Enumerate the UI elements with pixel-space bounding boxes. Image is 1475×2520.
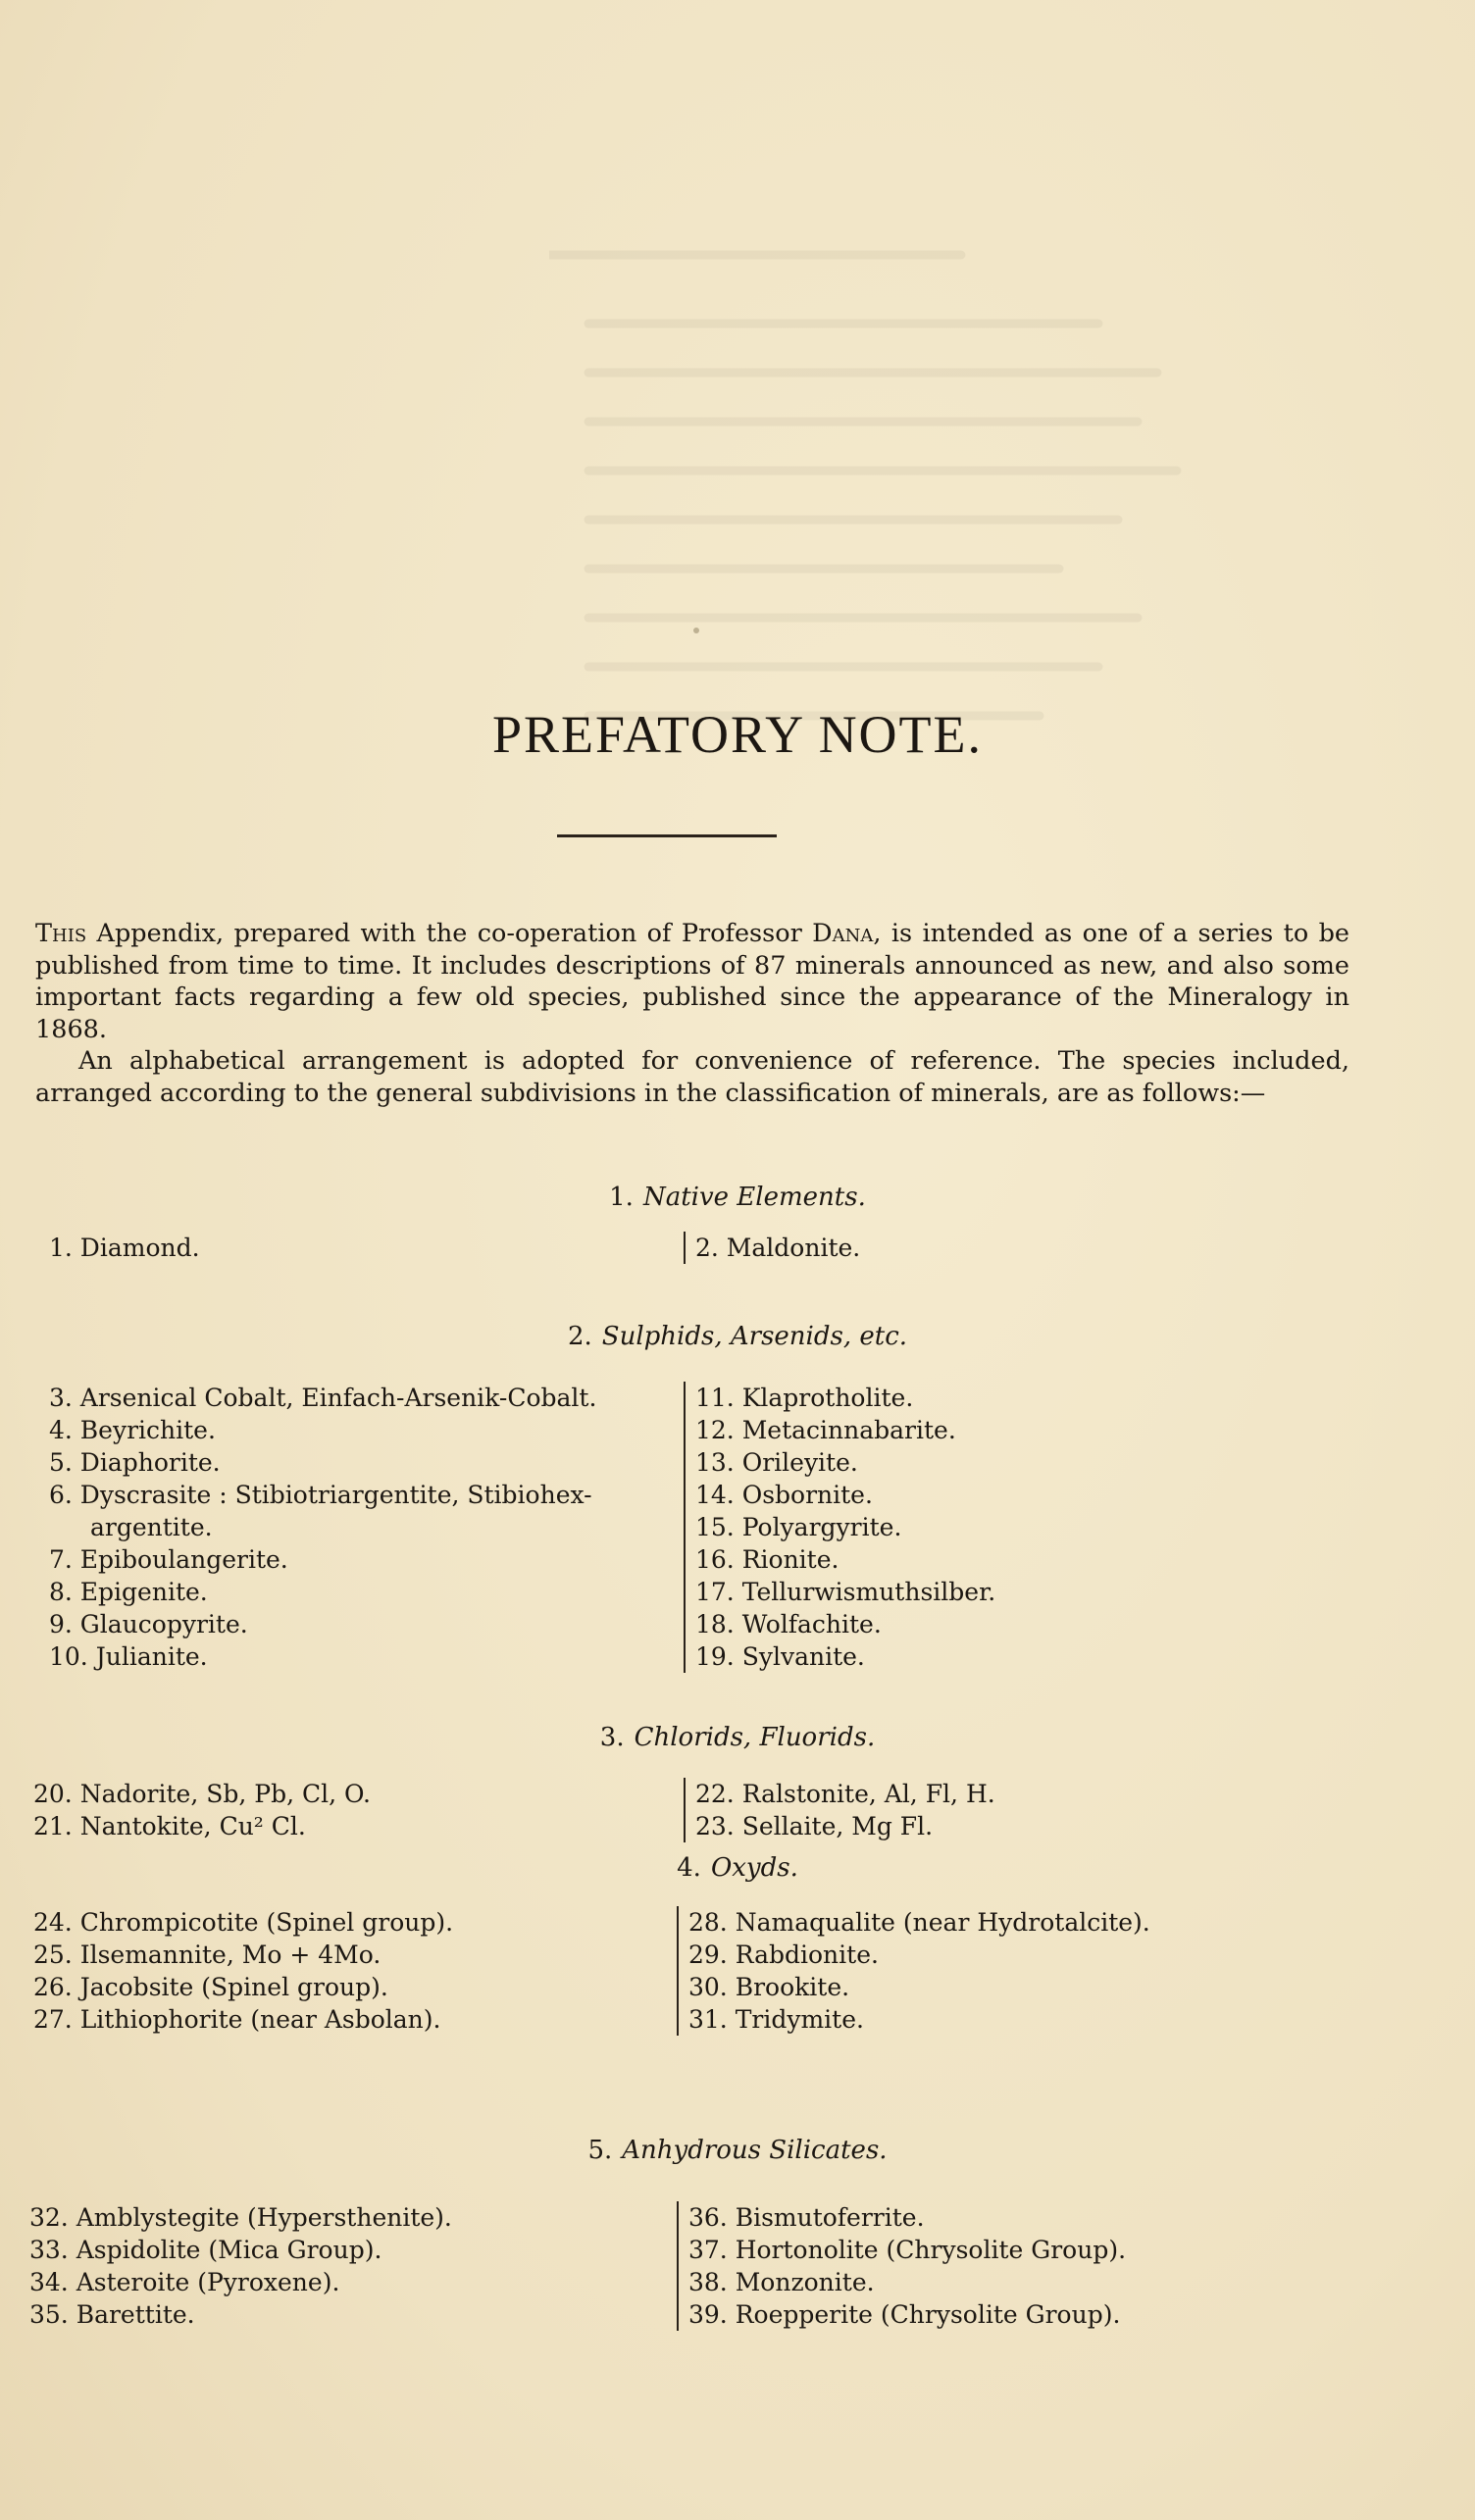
ink-speck <box>693 628 699 633</box>
list-item: 39. Roepperite (Chrysolite Group). <box>688 2300 1121 2329</box>
list-item: 3. Arsenical Cobalt, Einfach-Arsenik-Cobalt. <box>49 1384 597 1412</box>
list-item: 6. Dyscrasite : Stibiotriargentite, Stibiohex- <box>49 1481 592 1509</box>
list-item: 9. Glaucopyrite. <box>49 1610 248 1638</box>
list-item: 24. Chrompicotite (Spinel group). <box>33 1908 454 1937</box>
intro-paragraph-2: An alphabetical arrangement is adopted for convenience of reference. The species included, arranged according to the general subdivisions in the classification of minerals, are as follows:— <box>35 1046 1349 1108</box>
list-item: 25. Ilsemannite, Mo + 4Mo. <box>33 1940 381 1969</box>
intro-paragraph-1 <box>35 918 1349 1045</box>
list-item: 2. Maldonite. <box>695 1234 861 1262</box>
intro-lead-word: This <box>35 919 87 948</box>
list-item: 17. Tellurwismuthsilber. <box>695 1578 996 1606</box>
list-item: 32. Amblystegite (Hypersthenite). <box>29 2203 452 2232</box>
list-item: 14. Osbornite. <box>695 1481 873 1509</box>
list-item: 31. Tridymite. <box>688 2005 864 2034</box>
list-item: 18. Wolfachite. <box>695 1610 882 1638</box>
section-heading-1 <box>0 1183 1475 1212</box>
section-4-left-list <box>33 1906 661 2036</box>
section-name: Chlorids, Fluorids. <box>634 1723 876 1752</box>
section-number: 4. <box>677 1853 701 1883</box>
bleed-through-text <box>549 196 1334 745</box>
list-item: 36. Bismutoferrite. <box>688 2203 925 2232</box>
section-1-right-list <box>684 1232 1088 1264</box>
section-5-right-list <box>677 2201 1297 2331</box>
section-heading-3 <box>0 1723 1475 1752</box>
list-item: 26. Jacobsite (Spinel group). <box>33 1973 388 2001</box>
section-number: 2. <box>567 1322 592 1351</box>
section-3-left-list <box>33 1778 622 1842</box>
list-item: 12. Metacinnabarite. <box>695 1416 956 1444</box>
list-item: 21. Nantokite, Cu² Cl. <box>33 1812 306 1840</box>
list-item-continuation: argentite. <box>90 1513 213 1541</box>
section-name: Oxyds. <box>710 1853 798 1883</box>
list-item: 11. Klaprotholite. <box>695 1384 914 1412</box>
page-title: PREFATORY NOTE. <box>491 705 984 764</box>
list-item: 27. Lithiophorite (near Asbolan). <box>33 2005 441 2034</box>
intro-author-name: Dana <box>812 919 874 948</box>
list-item: 8. Epigenite. <box>49 1578 208 1606</box>
section-number: 1. <box>609 1183 634 1212</box>
list-item: 35. Barettite. <box>29 2300 195 2329</box>
section-number: 5. <box>587 2136 613 2165</box>
list-item: 10. Julianite. <box>49 1642 208 1671</box>
list-item: 1. Diamond. <box>49 1234 200 1262</box>
list-item: 22. Ralstonite, Al, Fl, H. <box>695 1780 995 1808</box>
section-2-left-list <box>49 1382 677 1673</box>
section-number: 3. <box>599 1723 625 1752</box>
section-2-right-list <box>684 1382 1186 1673</box>
section-heading-5 <box>0 2136 1475 2165</box>
list-item: 38. Monzonite. <box>688 2268 875 2296</box>
section-heading-4 <box>0 1853 1475 1883</box>
list-item: 16. Rionite. <box>695 1545 839 1574</box>
section-3-right-list <box>684 1778 1186 1842</box>
list-item: 33. Aspidolite (Mica Group). <box>29 2236 382 2264</box>
section-5-left-list <box>29 2201 657 2331</box>
list-item: 19. Sylvanite. <box>695 1642 865 1671</box>
section-4-right-list <box>677 1906 1297 2036</box>
list-item: 23. Sellaite, Mg Fl. <box>695 1812 934 1840</box>
list-item: 28. Namaqualite (near Hydrotalcite). <box>688 1908 1150 1937</box>
list-item: 30. Brookite. <box>688 1973 850 2001</box>
list-item: 37. Hortonolite (Chrysolite Group). <box>688 2236 1127 2264</box>
list-item: 4. Beyrichite. <box>49 1416 216 1444</box>
list-item: 34. Asteroite (Pyroxene). <box>29 2268 340 2296</box>
list-item: 5. Diaphorite. <box>49 1448 221 1477</box>
section-1-left-list <box>49 1232 200 1264</box>
section-name: Anhydrous Silicates. <box>622 2136 888 2165</box>
intro-p1-text: Appendix, prepared with the co-operation of Professor <box>86 919 813 948</box>
section-name: Sulphids, Arsenids, etc. <box>601 1322 908 1351</box>
list-item: 13. Orileyite. <box>695 1448 858 1477</box>
list-item: 15. Polyargyrite. <box>695 1513 902 1541</box>
intro-p1-rest: , is intended as one of a series to be published from time to time. It includes descriptions of 87 minerals announced as new, and also some important facts regarding a few old species, published since the appearance of the Mineralogy in 1868. <box>35 919 1349 1044</box>
section-heading-2 <box>0 1322 1475 1351</box>
intro-text <box>35 918 1349 1109</box>
list-item: 29. Rabdionite. <box>688 1940 879 1969</box>
list-item: 7. Epiboulangerite. <box>49 1545 288 1574</box>
list-item: 20. Nadorite, Sb, Pb, Cl, O. <box>33 1780 371 1808</box>
title-rule <box>557 834 777 837</box>
section-name: Native Elements. <box>642 1183 866 1212</box>
